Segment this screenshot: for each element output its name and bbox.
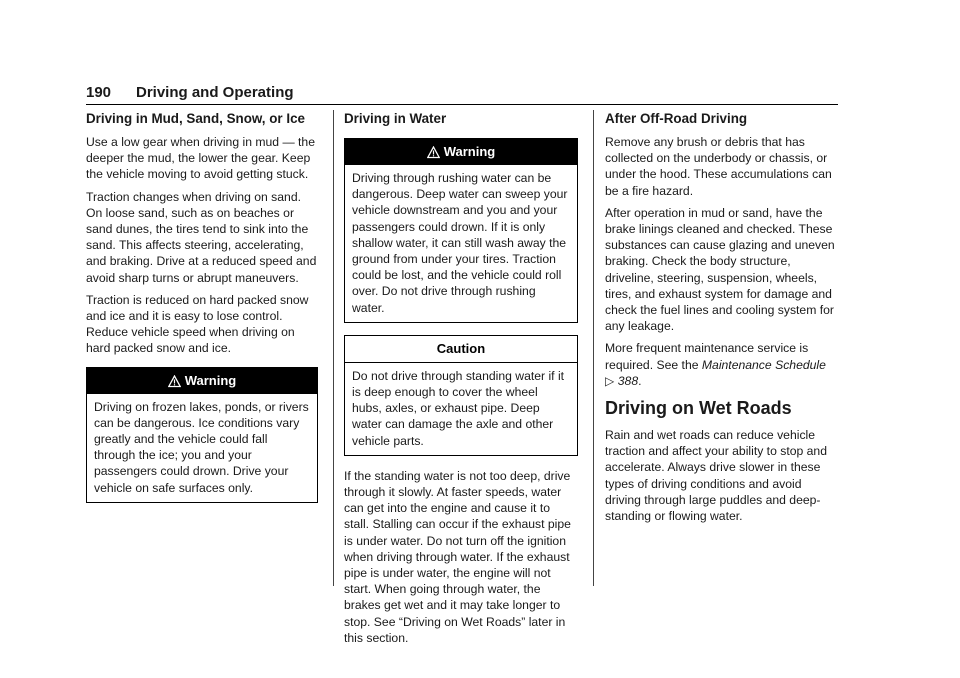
caution-text: Do not drive through standing water if it is deep enough to cover the wheel hubs, axles, or exhaust pipe. Deep water can damage the axle and other vehicle parts. xyxy=(352,368,565,448)
paragraph: Traction changes when driving on sand. On loose sand, such as on beaches or sand dunes, the tires tend to sink into the sand. This affects steering, accelerating, and braking. Drive at a reduced speed and avoid sharp turns or abrupt maneuvers. xyxy=(86,189,317,285)
column-2 xyxy=(344,110,578,652)
page-header xyxy=(86,84,838,105)
warning-icon xyxy=(168,375,181,388)
warning-box xyxy=(344,138,578,323)
warning-text: Driving on frozen lakes, ponds, or rivers can be dangerous. Ice conditions vary greatly and the vehicle could fall through the ice; you and your passengers could drown. Drive your vehicle on safe surfaces only. xyxy=(94,399,309,495)
warning-text: Driving through rushing water can be dangerous. Deep water can sweep your vehicle downstream and you and your passengers could drown. If it is only shallow water, it can still wash away the ground from under your tires. Traction could be lost, and the vehicle could roll over. Do not drive through rushing water. xyxy=(352,171,568,315)
warning-header xyxy=(345,139,577,165)
section-title: Driving and Operating xyxy=(136,84,294,101)
paragraph-maintenance: More frequent maintenance service is required. See the Maintenance Schedule ▷ 388. xyxy=(605,341,826,388)
paragraph: Rain and wet roads can reduce vehicle traction and affect your ability to stop and accelerate. Always drive slower in these types of driving conditions and avoid driving through large puddles and deep-standing or flowing water. xyxy=(605,428,827,524)
warning-box xyxy=(86,367,318,503)
paragraph: Use a low gear when driving in mud — the deeper the mud, the lower the gear. Keep the vehicle moving to avoid getting stuck. xyxy=(86,135,315,182)
column-1 xyxy=(86,110,318,515)
paragraph: After operation in mud or sand, have the brake linings cleaned and checked. These substances can cause glazing and uneven braking. Check the body structure, driveline, steering, suspension, wheels, tires, and exhaust system for damage and check the fuel lines and cooling system for any leakage. xyxy=(605,205,835,334)
column-divider xyxy=(593,110,594,586)
paragraph: Traction is reduced on hard packed snow and ice and it is easy to lose control. Reduce vehicle speed when driving on hard packed snow and ice. xyxy=(86,292,309,356)
warning-icon xyxy=(427,146,440,159)
heading-mud-sand-snow: Driving in Mud, Sand, Snow, or Ice xyxy=(86,111,305,126)
column-divider xyxy=(333,110,334,586)
heading-after-off-road: After Off-Road Driving xyxy=(605,111,748,126)
caution-box xyxy=(344,335,578,456)
maintenance-schedule-link[interactable]: Maintenance Schedule xyxy=(701,357,826,372)
column-3 xyxy=(605,110,838,530)
page-reference[interactable]: 388 xyxy=(617,373,639,388)
page-ref-icon: ▷ xyxy=(605,373,618,388)
warning-header xyxy=(87,368,317,394)
caution-header: Caution xyxy=(345,336,577,363)
paragraph: Remove any brush or debris that has collected on the underbody or chassis, or under the hood. These accumulations can be a fire hazard. xyxy=(605,135,832,198)
paragraph: If the standing water is not too deep, drive through it slowly. At faster speeds, water can get into the engine and cause it to stall. Stalling can occur if the exhaust pipe is under water. Do not turn off the ignition when driving through water. If the exhaust pipe is under water, the engine will not start. When going through water, the brakes get wet and it may take longer to stop. See “Driving on Wet Roads” later in this section. xyxy=(344,468,571,645)
warning-title: Warning xyxy=(184,372,237,388)
heading-driving-in-water: Driving in Water xyxy=(344,111,447,126)
heading-wet-roads: Driving on Wet Roads xyxy=(605,398,792,419)
page-number: 190 xyxy=(86,84,112,101)
warning-title: Warning xyxy=(443,144,496,159)
